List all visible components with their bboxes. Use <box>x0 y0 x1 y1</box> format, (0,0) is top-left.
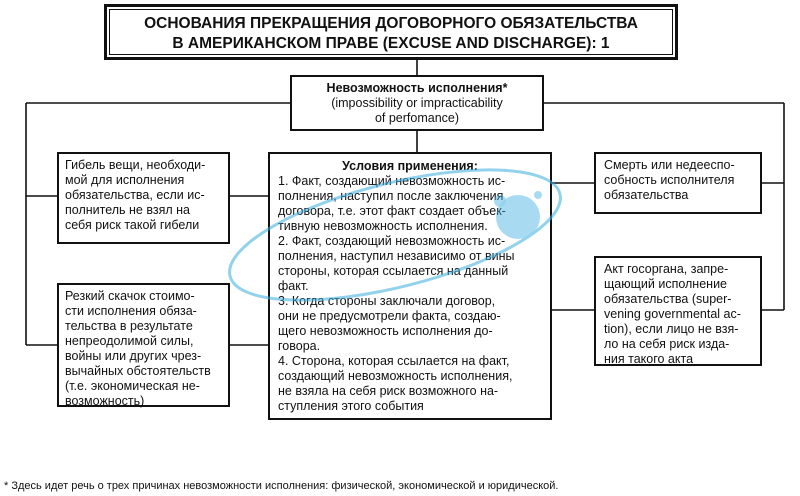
condition-line: щего невозможность исполнения до- <box>278 324 493 338</box>
condition-line: они не предусмотрели факта, создаю- <box>278 309 501 323</box>
destruction-of-thing-box <box>57 152 230 244</box>
condition-line: 3. Когда стороны заключали договор, <box>278 294 496 308</box>
conditions-box <box>268 152 552 420</box>
title-box <box>104 4 678 60</box>
impossibility-box <box>290 75 544 131</box>
government-act-box <box>594 256 762 366</box>
text-line: непреодолимой силы, <box>65 334 194 348</box>
text-line: щающий исполнение <box>604 277 727 291</box>
text-line: собность исполнителя <box>604 173 735 187</box>
conditions-heading: Условия применения: <box>342 159 478 173</box>
condition-line: 4. Сторона, которая ссылается на факт, <box>278 354 510 368</box>
text-line: мой для исполнения <box>65 173 185 187</box>
title-text <box>109 9 673 55</box>
text-line: обязательства (super- <box>604 292 732 306</box>
condition-line: создающий невозможность исполнения, <box>278 369 513 383</box>
condition-line: 1. Факт, создающий невозможность ис- <box>278 174 506 188</box>
economic-impossibility-box <box>57 283 230 407</box>
text-line: vening governmental ac- <box>604 307 741 321</box>
impossibility-subtitle-2: of perfomance) <box>374 111 460 125</box>
condition-line: не взяла на себя риск возможного на- <box>278 384 499 398</box>
condition-line: 2. Факт, создающий невозможность ис- <box>278 234 506 248</box>
title-line-2: В АМЕРИКАНСКОМ ПРАВЕ (EXCUSE AND DISCHARGE): 1 <box>172 35 610 52</box>
condition-line: полнения, наступил независимо от вины <box>278 249 515 263</box>
condition-line: договора, т.е. этот факт создает объек- <box>278 204 506 218</box>
text-line: войны или других чрез- <box>65 349 202 363</box>
text-line: ния такого акта <box>604 352 694 366</box>
text-line: обязательства <box>604 188 689 202</box>
text-line: полнитель не взял на <box>65 203 190 217</box>
text-line: Акт госоргана, запре- <box>604 262 729 276</box>
text-line: себя риск такой гибели <box>65 218 200 232</box>
condition-line: полнения, наступил после заключения <box>278 189 504 203</box>
text-line: ло на себя риск изда- <box>604 337 730 351</box>
text-line: Смерть или недееспо- <box>604 158 735 172</box>
text-line: Резкий скачок стоимо- <box>65 289 195 303</box>
text-line: Гибель вещи, необходи- <box>65 158 206 172</box>
text-line: обязательства, если ис- <box>65 188 205 202</box>
condition-line: тивную невозможность исполнения. <box>278 219 488 233</box>
footnote: * Здесь идет речь о трех причинах невозможности исполнения: физической, экономической и юридической. <box>4 480 559 492</box>
text-line: сти исполнения обяза- <box>65 304 197 318</box>
condition-line: факт. <box>278 279 309 293</box>
impossibility-heading: Невозможность исполнения* <box>326 81 508 95</box>
text-line: возможность) <box>65 394 145 408</box>
text-line: вычайных обстоятельств <box>65 364 211 378</box>
condition-line: стороны, которая ссылается на данный <box>278 264 509 278</box>
condition-line: ступления этого события <box>278 399 424 413</box>
death-incapacity-box <box>594 152 762 214</box>
title-line-1: ОСНОВАНИЯ ПРЕКРАЩЕНИЯ ДОГОВОРНОГО ОБЯЗАТЕЛЬСТВА <box>144 15 638 32</box>
text-line: tion), если лицо не взя- <box>604 322 739 336</box>
impossibility-subtitle-1: (impossibility or impracticability <box>331 96 503 110</box>
text-line: тельства в результате <box>65 319 193 333</box>
text-line: (т.е. экономическая не- <box>65 379 200 393</box>
condition-line: говора. <box>278 339 321 353</box>
